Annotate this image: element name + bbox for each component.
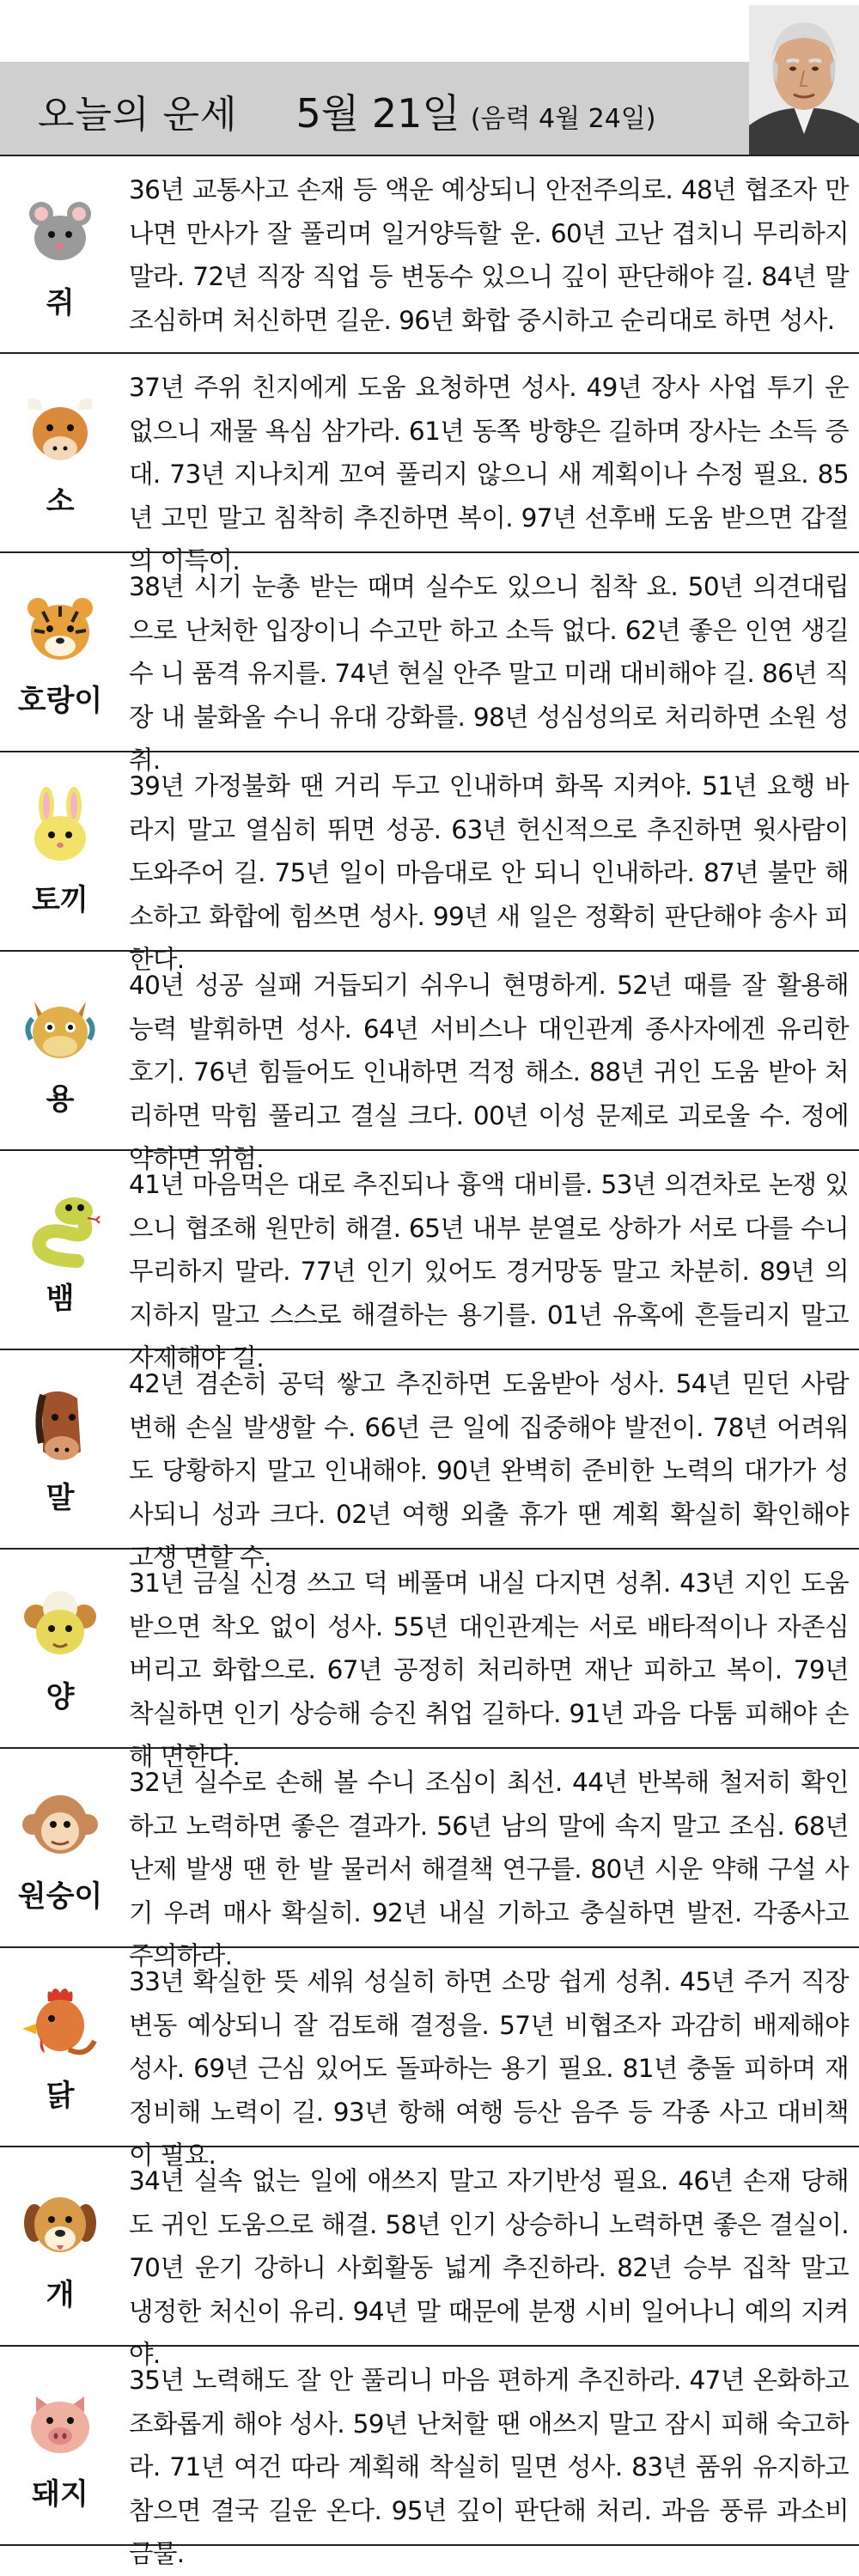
fortune-text: 42년 겸손히 공덕 쌓고 추진하면 도움받아 성사. 54년 믿던 사람 변해 손실 발생할 수. 66년 큰 일에 집중해야 발전이. 78년 어려워도 당황하지 말고 인내해야. 90년 완벽히 준비한 노력의 대가가 성사되니 성과 크다. 02년 여행 외출 휴가 땐 계획 확실히 확인해야 고생 면할 수. [129, 1369, 849, 1572]
zodiac-row [0, 354, 859, 575]
fortune-text: 37년 주위 친지에게 도움 요청하면 성사. 49년 장사 사업 투기 운 없으니 재물 욕심 삼가라. 61년 동쪽 방향은 길하며 장사는 소득 증대. 73년 지나치게 꼬여 풀리지 않으니 새 계획이나 수정 필요. 85년 고민 말고 침착히 추진하면 복이. 97년 선후배 도움 받으면 갑절의 이득이. [129, 373, 849, 575]
sheep-icon [17, 1582, 103, 1668]
pig-icon [17, 2379, 103, 2465]
zodiac-name: 토끼 [32, 882, 88, 917]
ox-icon [17, 387, 103, 472]
zodiac-row [0, 1550, 859, 1771]
zodiac-name: 뱀 [46, 1281, 75, 1316]
zodiac-sign [0, 1151, 120, 1349]
zodiac-row [0, 1749, 859, 1970]
fortune-text: 40년 성공 실패 거듭되기 쉬우니 현명하게. 52년 때를 잘 활용해 능력 발휘하면 성사. 64년 서비스나 대인관계 종사자에겐 유리한 호기. 76년 힘들어도 인내하면 걱정 해소. 88년 귀인 도움 받아 처리하면 막힘 풀리고 결실 크다. 00년 이성 문제로 괴로울 수. 정에 약하면 위험. [129, 971, 849, 1173]
zodiac-row [0, 1151, 859, 1373]
zodiac-name: 개 [46, 2277, 75, 2312]
zodiac-row [0, 2347, 859, 2568]
fortune-text: 41년 마음먹은 대로 추진되나 흉액 대비를. 53년 의견차로 논쟁 있으니 협조해 원만히 해결. 65년 내부 분열로 상하가 서로 다를 수니 무리하지 말라. 77년 인기 있어도 경거망동 말고 차분히. 89년 의지하지 말고 스스로 해결하는 용기를. 01년 유혹에 흔들리지 말고 자제해야 길. [129, 1170, 849, 1373]
fortune-text: 36년 교통사고 손재 등 액운 예상되니 안전주의로. 48년 협조자 만나면 만사가 잘 풀리며 일거양득할 운. 60년 고난 겹치니 무리하지 말라. 72년 직장 직업 등 변동수 있으니 깊이 판단해야 길. 84년 말 조심하며 처신하면 길운. 96년 화합 중시하고 순리대로 하면 성사. [129, 175, 849, 335]
zodiac-row [0, 952, 859, 1173]
tiger-icon [17, 586, 103, 672]
header-title [38, 82, 655, 137]
zodiac-name: 양 [46, 1679, 75, 1714]
dog-icon [17, 2180, 103, 2266]
zodiac-row [0, 752, 859, 974]
zodiac-name: 원숭이 [17, 1879, 103, 1914]
zodiac-sign [0, 156, 120, 352]
zodiac-list [0, 155, 859, 2568]
zodiac-row [0, 1948, 859, 2170]
zodiac-sign [0, 553, 120, 751]
dragon-icon [17, 984, 103, 1070]
zodiac-name: 돼지 [32, 2476, 88, 2512]
zodiac-row [0, 155, 859, 354]
horse-icon [17, 1383, 103, 1469]
fortune-text: 32년 실수로 손해 볼 수니 조심이 최선. 44년 반복해 철저히 확인하고 노력하면 좋은 결과가. 56년 남의 말에 속지 말고 조심. 68년 난제 발생 땐 한 발 물러서 해결책 연구를. 80년 시운 약해 구설 사기 우려 매사 확실히. 92년 내실 기하고 충실하면 발전. 각종사고 주의하라. [129, 1768, 849, 1970]
rat-icon [17, 188, 103, 274]
zodiac-row [0, 2147, 859, 2369]
zodiac-sign [0, 1550, 120, 1747]
fortune-text: 35년 노력해도 잘 안 풀리니 마음 편하게 추진하라. 47년 온화하고 조화롭게 해야 성사. 59년 난처할 땐 애쓰지 말고 잠시 피해 숙고하라. 71년 여건 따라 계획해 착실히 밀면 성사. 83년 품위 유지하고 참으면 결국 길운 온다. 95년 깊이 판단해 처리. 과음 풍류 과소비 금물. [129, 2366, 849, 2568]
zodiac-sign [0, 354, 120, 551]
zodiac-sign [0, 2347, 120, 2544]
header [0, 0, 859, 155]
date-label: 5월 21일 [295, 90, 460, 137]
zodiac-sign [0, 1948, 120, 2146]
zodiac-name: 용 [46, 1081, 75, 1117]
snake-icon [17, 1184, 103, 1270]
rooster-icon [17, 1981, 103, 2067]
lunar-date-label: (음력 4월 24일) [470, 104, 656, 134]
zodiac-sign [0, 1350, 120, 1548]
zodiac-name: 쥐 [46, 285, 75, 320]
zodiac-sign [0, 2147, 120, 2345]
zodiac-name: 말 [46, 1480, 75, 1515]
zodiac-row [0, 553, 859, 775]
zodiac-sign [0, 1749, 120, 1946]
rabbit-icon [17, 785, 103, 871]
zodiac-name: 호랑이 [17, 683, 103, 718]
fortune-text: 33년 확실한 뜻 세워 성실히 하면 소망 쉽게 성취. 45년 주거 직장 변동 예상되니 잘 검토해 결정을. 57년 비협조자 과감히 배제해야 성사. 69년 근심 있어도 돌파하는 용기 필요. 81년 충돌 피하며 재정비해 노력이 길. 93년 항해 여행 등산 음주 등 각종 사고 대비책이 필요. [129, 1967, 849, 2170]
fortune-text: 38년 시기 눈총 받는 때며 실수도 있으니 침착 요. 50년 의견대립으로 난처한 입장이니 수고만 하고 소득 없다. 62년 좋은 인연 생길 수 니 품격 유지를. 74년 현실 안주 말고 미래 대비해야 길. 86년 직장 내 불화올 수니 유대 강화를. 98년 성심성의로 처리하면 소원 성취. [129, 572, 849, 775]
zodiac-sign [0, 752, 120, 950]
fortune-text: 34년 실속 없는 일에 애쓰지 말고 자기반성 필요. 46년 손재 당해도 귀인 도움으로 해결. 58년 인기 상승하니 노력하면 좋은 결실이. 70년 운기 강하니 사회활동 넓게 추진하라. 82년 승부 집착 말고 냉정한 처신이 유리. 94년 말 때문에 분쟁 시비 일어나니 예의 지켜야. [129, 2166, 849, 2369]
fortune-text: 31년 금실 신경 쓰고 덕 베풀며 내실 다지면 성취. 43년 지인 도움 받으면 착오 없이 성사. 55년 대인관계는 서로 배타적이나 자존심 버리고 화합으로. 67년 공정히 처리하면 재난 피하고 복이. 79년 착실하면 인기 상승해 승진 취업 길하다. 91년 과음 다툼 피해야 손해 면한다. [129, 1568, 849, 1771]
fortune-teller-portrait [749, 5, 859, 155]
zodiac-name: 소 [46, 484, 75, 519]
zodiac-row [0, 1350, 859, 1572]
zodiac-sign [0, 952, 120, 1149]
monkey-icon [17, 1781, 103, 1867]
fortune-text: 39년 가정불화 땐 거리 두고 인내하며 화목 지켜야. 51년 요행 바라지 말고 열심히 뛰면 성공. 63년 헌신적으로 추진하면 윗사람이 도와주어 길. 75년 일이 마음대로 안 되니 인내하라. 87년 불만 해소하고 화합에 힘쓰면 성사. 99년 새 일은 정확히 판단해야 송사 피한다. [129, 771, 849, 974]
page-title: 오늘의 운세 [38, 93, 238, 137]
zodiac-name: 닭 [46, 2078, 75, 2113]
